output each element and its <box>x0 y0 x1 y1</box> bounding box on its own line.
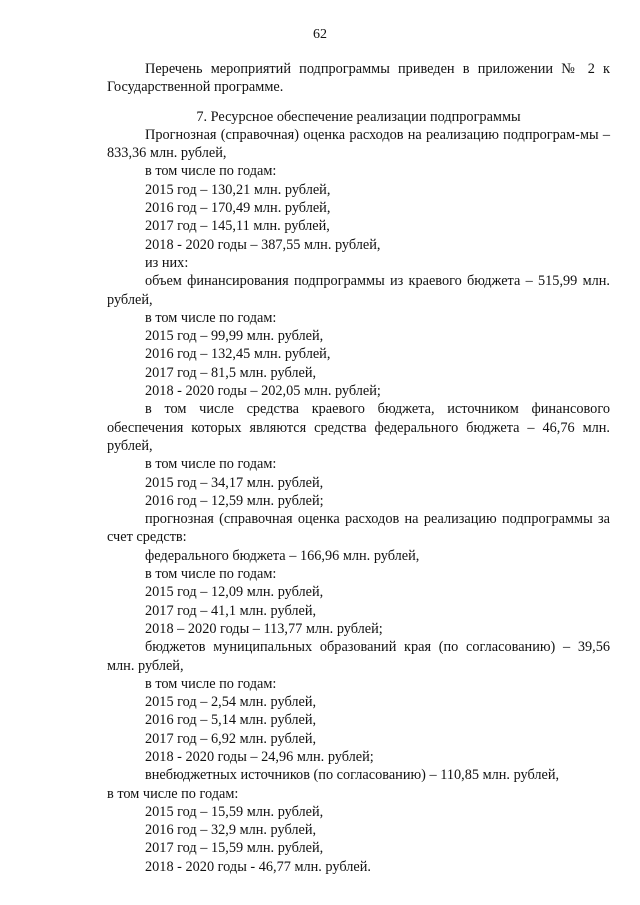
text-line: 2015 год – 34,17 млн. рублей, <box>145 474 324 491</box>
text-line: 2017 год – 15,59 млн. рублей, <box>145 840 324 857</box>
text-line: 2018 – 2020 годы – 113,77 млн. рублей; <box>145 620 383 637</box>
text-line: 2018 - 2020 годы - 46,77 млн. рублей. <box>145 858 371 875</box>
text-line: 2016 год – 132,45 млн. рублей, <box>145 346 331 363</box>
text-paragraph: Прогнозная (справочная) оценка расходов на реализацию подпрограм-мы – 833,36 млн. рублей, <box>107 126 610 162</box>
text-line: 2015 год – 12,09 млн. рублей, <box>145 584 324 601</box>
text-line: 2018 - 2020 годы – 387,55 млн. рублей, <box>145 236 381 253</box>
text-line: 2017 год – 145,11 млн. рублей, <box>145 218 330 235</box>
document-body <box>107 60 610 876</box>
text-line: 2016 год – 12,59 млн. рублей; <box>145 492 324 509</box>
text-line: 2016 год – 32,9 млн. рублей, <box>145 822 317 839</box>
text-paragraph: прогнозная (справочная оценка расходов на реализацию подпрограммы за счет средств: <box>107 511 610 546</box>
text-line: 2017 год – 41,1 млн. рублей, <box>145 602 317 619</box>
text-line: внебюджетных источников (по согласованию) – 110,85 млн. рублей, <box>145 767 560 784</box>
intro-paragraph: Перечень мероприятий подпрограммы приведен в приложении № 2 к Государственной программе. <box>107 61 610 96</box>
text-line: в том числе по годам: <box>145 675 277 692</box>
text-line: 2015 год – 99,99 млн. рублей, <box>145 328 324 345</box>
text-line: федерального бюджета – 166,96 млн. рублей, <box>145 547 420 564</box>
text-line: в том числе по годам: <box>145 309 277 326</box>
text-line: 2017 год – 6,92 млн. рублей, <box>145 730 317 747</box>
text-paragraph: в том числе средства краевого бюджета, источником финансового обеспечения которых являются средства федерального бюджета – 46,76 млн. рублей, <box>107 401 610 454</box>
text-paragraph: бюджетов муниципальных образований края (по согласованию) – 39,56 млн. рублей, <box>107 639 610 674</box>
section-heading: 7. Ресурсное обеспечение реализации подпрограммы <box>196 108 521 125</box>
text-line: в том числе по годам: <box>107 785 239 802</box>
text-line: 2015 год – 130,21 млн. рублей, <box>145 181 331 198</box>
text-paragraph: объем финансирования подпрограммы из краевого бюджета – 515,99 млн. рублей, <box>107 273 610 308</box>
text-line: 2015 год – 15,59 млн. рублей, <box>145 803 324 820</box>
text-line: 2018 - 2020 годы – 24,96 млн. рублей; <box>145 748 374 765</box>
text-line: 2016 год – 5,14 млн. рублей, <box>145 712 317 729</box>
text-line: 2016 год – 170,49 млн. рублей, <box>145 200 331 217</box>
text-line: 2018 - 2020 годы – 202,05 млн. рублей; <box>145 383 381 400</box>
text-line: в том числе по годам: <box>145 163 277 180</box>
text-line: 2017 год – 81,5 млн. рублей, <box>145 364 317 381</box>
text-line: 2015 год – 2,54 млн. рублей, <box>145 694 317 711</box>
text-line: в том числе по годам: <box>145 566 277 583</box>
page-number: 62 <box>313 27 327 42</box>
text-line: в том числе по годам: <box>145 456 277 473</box>
text-line: из них: <box>145 254 189 271</box>
resource-lines <box>107 126 610 876</box>
